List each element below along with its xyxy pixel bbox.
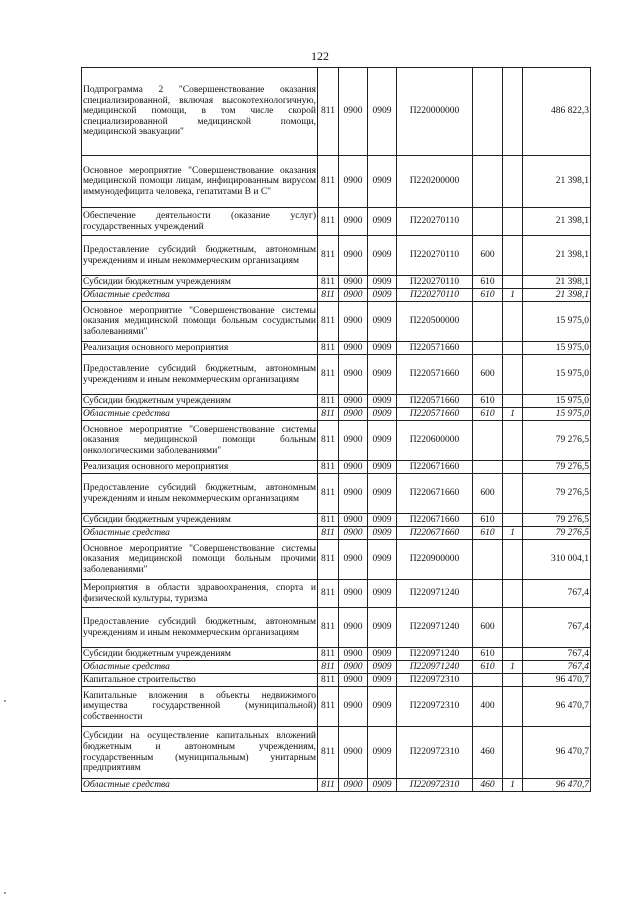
funding-source-cell [503,68,523,156]
funding-source-cell [503,648,523,661]
target-article-cell: П220971240 [397,608,473,648]
section-code-cell: 0900 [339,395,368,408]
target-article-cell: П220671660 [397,461,473,474]
funding-source-cell [503,727,523,779]
row-name-cell: Капитальные вложения в объекты недвижимого имущества государственной (муниципальной) собственности [82,687,318,727]
target-article-cell: П220971240 [397,661,473,674]
target-article-cell: П220270110 [397,236,473,276]
ved-code-cell: 811 [318,474,339,514]
section-code-cell: 0900 [339,208,368,236]
table-row [82,342,591,355]
row-name-cell: Областные средства [82,289,318,302]
target-article-cell: П220000000 [397,68,473,156]
section-code-cell: 0900 [339,648,368,661]
ved-code-cell: 811 [318,540,339,580]
section-code-cell: 0900 [339,474,368,514]
ved-code-cell: 811 [318,648,339,661]
subsection-code-cell: 0909 [368,674,397,687]
funding-source-cell [503,540,523,580]
row-name-cell: Основное мероприятие "Совершенствование системы оказания медицинской помощи больным сосудистыми заболеваниями" [82,302,318,342]
target-article-cell: П220900000 [397,540,473,580]
amount-cell: 79 276,5 [523,461,591,474]
target-article-cell: П220571660 [397,355,473,395]
section-code-cell: 0900 [339,236,368,276]
section-code-cell: 0900 [339,608,368,648]
ved-code-cell: 811 [318,156,339,208]
target-article-cell: П220972310 [397,727,473,779]
section-code-cell: 0900 [339,540,368,580]
funding-source-cell [503,276,523,289]
row-name-cell: Реализация основного мероприятия [82,461,318,474]
expense-type-cell [473,302,503,342]
expense-type-cell [473,156,503,208]
ved-code-cell: 811 [318,661,339,674]
row-name-cell: Областные средства [82,779,318,792]
subsection-code-cell: 0909 [368,474,397,514]
subsection-code-cell: 0909 [368,355,397,395]
ved-code-cell: 811 [318,608,339,648]
expense-type-cell [473,540,503,580]
amount-cell: 15 975,0 [523,395,591,408]
expense-type-cell: 610 [473,514,503,527]
subsection-code-cell: 0909 [368,540,397,580]
subsection-code-cell: 0909 [368,408,397,421]
target-article-cell: П220671660 [397,474,473,514]
funding-source-cell: 1 [503,779,523,792]
ved-code-cell: 811 [318,236,339,276]
subsection-code-cell: 0909 [368,276,397,289]
target-article-cell: П220571660 [397,395,473,408]
row-name-cell: Субсидии на осуществление капитальных вложений бюджетным и автономным учреждениям, государственным (муниципальным) унитарным предприятиям [82,727,318,779]
scan-mark [4,892,6,894]
amount-cell: 767,4 [523,580,591,608]
section-code-cell: 0900 [339,68,368,156]
row-name-cell: Субсидии бюджетным учреждениям [82,514,318,527]
section-code-cell: 0900 [339,355,368,395]
expense-type-cell: 610 [473,648,503,661]
row-name-cell: Субсидии бюджетным учреждениям [82,276,318,289]
table-row [82,661,591,674]
row-name-cell: Областные средства [82,408,318,421]
target-article-cell: П220671660 [397,527,473,540]
subsection-code-cell: 0909 [368,68,397,156]
expense-type-cell: 600 [473,608,503,648]
amount-cell: 21 398,1 [523,156,591,208]
row-name-cell: Предоставление субсидий бюджетным, автономным учреждениям и иным некоммерческим организациям [82,355,318,395]
table-row [82,395,591,408]
table-row [82,156,591,208]
ved-code-cell: 811 [318,289,339,302]
ved-code-cell: 811 [318,276,339,289]
table-row [82,474,591,514]
amount-cell: 486 822,3 [523,68,591,156]
section-code-cell: 0900 [339,514,368,527]
amount-cell: 96 470,7 [523,779,591,792]
row-name-cell: Предоставление субсидий бюджетным, автономным учреждениям и иным некоммерческим организациям [82,236,318,276]
table-row [82,461,591,474]
expense-type-cell: 610 [473,276,503,289]
funding-source-cell [503,608,523,648]
section-code-cell: 0900 [339,302,368,342]
subsection-code-cell: 0909 [368,727,397,779]
subsection-code-cell: 0909 [368,779,397,792]
amount-cell: 767,4 [523,661,591,674]
subsection-code-cell: 0909 [368,395,397,408]
target-article-cell: П220971240 [397,580,473,608]
subsection-code-cell: 0909 [368,461,397,474]
row-name-cell: Субсидии бюджетным учреждениям [82,648,318,661]
target-article-cell: П220270110 [397,276,473,289]
subsection-code-cell: 0909 [368,687,397,727]
subsection-code-cell: 0909 [368,156,397,208]
table-row [82,68,591,156]
expense-type-cell: 610 [473,395,503,408]
ved-code-cell: 811 [318,687,339,727]
table-row [82,289,591,302]
section-code-cell: 0900 [339,156,368,208]
table-row [82,302,591,342]
row-name-cell: Областные средства [82,661,318,674]
target-article-cell: П220971240 [397,648,473,661]
amount-cell: 310 004,1 [523,540,591,580]
table-row [82,687,591,727]
amount-cell: 15 975,0 [523,408,591,421]
ved-code-cell: 811 [318,302,339,342]
amount-cell: 79 276,5 [523,421,591,461]
table-row [82,779,591,792]
budget-table [81,67,591,792]
section-code-cell: 0900 [339,289,368,302]
ved-code-cell: 811 [318,395,339,408]
table-row [82,580,591,608]
ved-code-cell: 811 [318,580,339,608]
row-name-cell: Реализация основного мероприятия [82,342,318,355]
subsection-code-cell: 0909 [368,289,397,302]
subsection-code-cell: 0909 [368,661,397,674]
funding-source-cell [503,580,523,608]
row-name-cell: Субсидии бюджетным учреждениям [82,395,318,408]
amount-cell: 96 470,7 [523,674,591,687]
funding-source-cell [503,514,523,527]
subsection-code-cell: 0909 [368,208,397,236]
section-code-cell: 0900 [339,342,368,355]
subsection-code-cell: 0909 [368,580,397,608]
expense-type-cell: 610 [473,289,503,302]
target-article-cell: П220671660 [397,514,473,527]
section-code-cell: 0900 [339,687,368,727]
funding-source-cell [503,421,523,461]
funding-source-cell [503,236,523,276]
funding-source-cell [503,474,523,514]
subsection-code-cell: 0909 [368,648,397,661]
funding-source-cell: 1 [503,661,523,674]
amount-cell: 21 398,1 [523,276,591,289]
subsection-code-cell: 0909 [368,421,397,461]
row-name-cell: Областные средства [82,527,318,540]
ved-code-cell: 811 [318,779,339,792]
ved-code-cell: 811 [318,342,339,355]
section-code-cell: 0900 [339,527,368,540]
expense-type-cell: 610 [473,408,503,421]
amount-cell: 21 398,1 [523,236,591,276]
section-code-cell: 0900 [339,276,368,289]
row-name-cell: Предоставление субсидий бюджетным, автономным учреждениям и иным некоммерческим организациям [82,474,318,514]
funding-source-cell [503,342,523,355]
table-row [82,421,591,461]
expense-type-cell: 600 [473,355,503,395]
target-article-cell: П220270110 [397,289,473,302]
ved-code-cell: 811 [318,68,339,156]
table-row [82,527,591,540]
target-article-cell: П220571660 [397,408,473,421]
table-row [82,276,591,289]
amount-cell: 15 975,0 [523,342,591,355]
table-row [82,608,591,648]
subsection-code-cell: 0909 [368,302,397,342]
expense-type-cell: 610 [473,527,503,540]
row-name-cell: Основное мероприятие "Совершенствование оказания медицинской помощи лицам, инфицированным вирусом иммунодефицита человека, гепатитами В и С" [82,156,318,208]
expense-type-cell [473,342,503,355]
table-row [82,674,591,687]
amount-cell: 96 470,7 [523,687,591,727]
expense-type-cell: 600 [473,236,503,276]
amount-cell: 15 975,0 [523,302,591,342]
expense-type-cell [473,208,503,236]
section-code-cell: 0900 [339,580,368,608]
table-row [82,514,591,527]
funding-source-cell: 1 [503,527,523,540]
amount-cell: 15 975,0 [523,355,591,395]
row-name-cell: Основное мероприятие "Совершенствование системы оказания медицинской помощи больным онкологическими заболеваниями" [82,421,318,461]
target-article-cell: П220972310 [397,674,473,687]
subsection-code-cell: 0909 [368,514,397,527]
funding-source-cell [503,208,523,236]
expense-type-cell [473,580,503,608]
row-name-cell: Капитальное строительство [82,674,318,687]
target-article-cell: П220500000 [397,302,473,342]
funding-source-cell: 1 [503,408,523,421]
table-row [82,648,591,661]
target-article-cell: П220972310 [397,779,473,792]
expense-type-cell: 400 [473,687,503,727]
ved-code-cell: 811 [318,355,339,395]
funding-source-cell [503,156,523,208]
ved-code-cell: 811 [318,421,339,461]
subsection-code-cell: 0909 [368,236,397,276]
scan-mark [4,700,6,702]
amount-cell: 79 276,5 [523,474,591,514]
section-code-cell: 0900 [339,408,368,421]
table-row [82,208,591,236]
amount-cell: 79 276,5 [523,514,591,527]
target-article-cell: П220600000 [397,421,473,461]
funding-source-cell [503,674,523,687]
section-code-cell: 0900 [339,727,368,779]
section-code-cell: 0900 [339,674,368,687]
funding-source-cell: 1 [503,289,523,302]
ved-code-cell: 811 [318,208,339,236]
section-code-cell: 0900 [339,779,368,792]
section-code-cell: 0900 [339,461,368,474]
table-row [82,727,591,779]
table-row [82,355,591,395]
ved-code-cell: 811 [318,461,339,474]
row-name-cell: Обеспечение деятельности (оказание услуг) государственных учреждений [82,208,318,236]
expense-type-cell [473,421,503,461]
ved-code-cell: 811 [318,727,339,779]
funding-source-cell [503,395,523,408]
funding-source-cell [503,687,523,727]
target-article-cell: П220972310 [397,687,473,727]
target-article-cell: П220270110 [397,208,473,236]
expense-type-cell [473,68,503,156]
amount-cell: 96 470,7 [523,727,591,779]
expense-type-cell: 600 [473,474,503,514]
funding-source-cell [503,302,523,342]
page-number: 122 [311,49,329,63]
target-article-cell: П220571660 [397,342,473,355]
ved-code-cell: 811 [318,408,339,421]
section-code-cell: 0900 [339,421,368,461]
funding-source-cell [503,461,523,474]
expense-type-cell [473,461,503,474]
table-row [82,408,591,421]
amount-cell: 21 398,1 [523,289,591,302]
amount-cell: 21 398,1 [523,208,591,236]
row-name-cell: Мероприятия в области здравоохранения, спорта и физической культуры, туризма [82,580,318,608]
row-name-cell: Основное мероприятие "Совершенствование системы оказания медицинской помощи больным прочими заболеваниями" [82,540,318,580]
budget-table-body [82,68,591,792]
row-name-cell: Подпрограмма 2 "Совершенствование оказания специализированной, включая высокотехнологичную, медицинской помощи, в том числе скорой специализированной медицинской помощи, медицинской эвакуации" [82,68,318,156]
subsection-code-cell: 0909 [368,608,397,648]
section-code-cell: 0900 [339,661,368,674]
ved-code-cell: 811 [318,514,339,527]
expense-type-cell: 460 [473,779,503,792]
subsection-code-cell: 0909 [368,527,397,540]
expense-type-cell: 610 [473,661,503,674]
expense-type-cell [473,674,503,687]
amount-cell: 767,4 [523,648,591,661]
expense-type-cell: 460 [473,727,503,779]
row-name-cell: Предоставление субсидий бюджетным, автономным учреждениям и иным некоммерческим организациям [82,608,318,648]
ved-code-cell: 811 [318,527,339,540]
subsection-code-cell: 0909 [368,342,397,355]
target-article-cell: П220200000 [397,156,473,208]
amount-cell: 767,4 [523,608,591,648]
ved-code-cell: 811 [318,674,339,687]
amount-cell: 79 276,5 [523,527,591,540]
table-row [82,236,591,276]
funding-source-cell [503,355,523,395]
table-row [82,540,591,580]
